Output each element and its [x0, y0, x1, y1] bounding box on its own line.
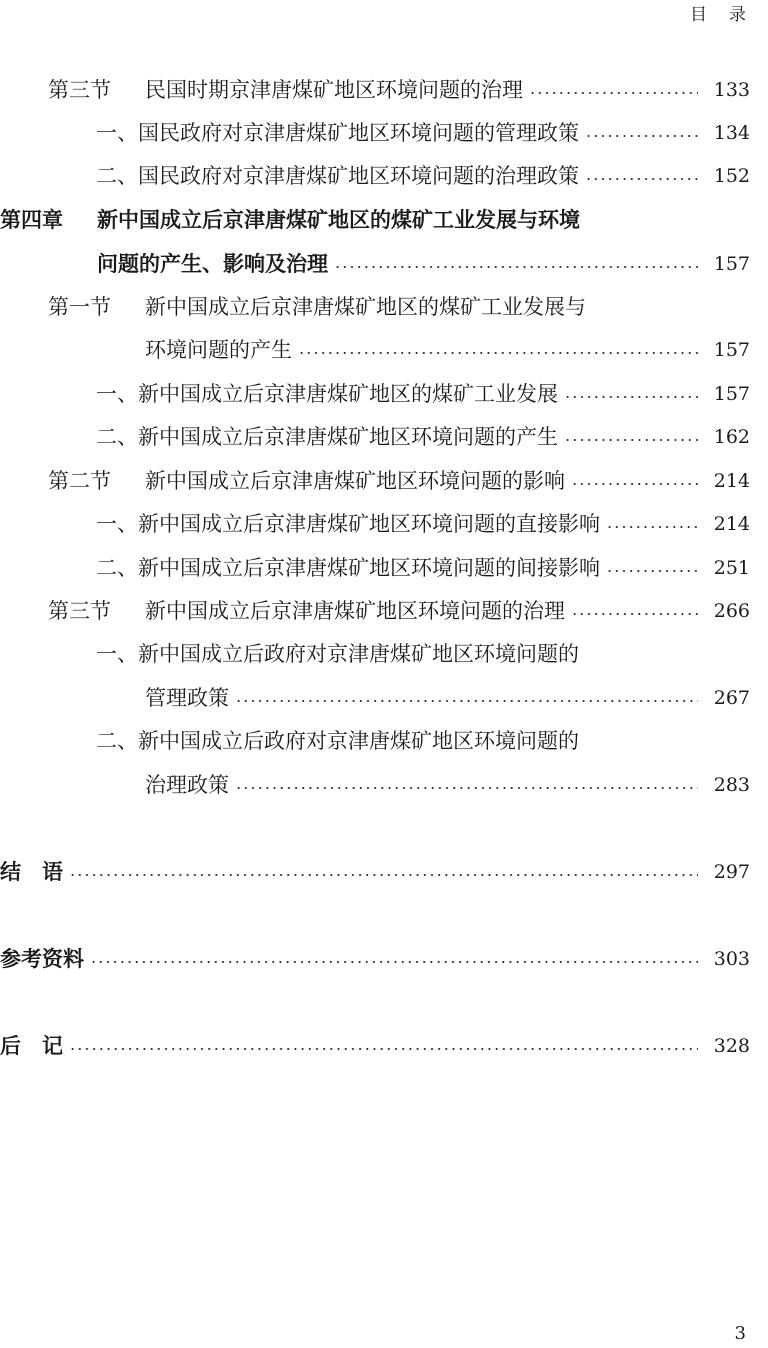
dot-leader	[571, 482, 698, 486]
entry-title: 管理政策	[145, 686, 229, 710]
page-ref: 214	[713, 470, 750, 492]
toc-entry-subsection-continued[interactable]	[0, 678, 750, 718]
dot-leader	[69, 1047, 698, 1051]
toc-entry-subsection[interactable]	[0, 417, 750, 457]
entry-title: 二、新中国成立后京津唐煤矿地区环境问题的产生	[96, 425, 558, 449]
entry-title: 一、新中国成立后京津唐煤矿地区的煤矿工业发展	[96, 382, 558, 406]
dot-leader	[585, 134, 698, 138]
section-label: 第二节	[48, 469, 111, 493]
dot-leader	[69, 873, 698, 877]
toc-entry-subsection[interactable]	[0, 548, 750, 588]
page-ref: 303	[713, 948, 750, 970]
page-ref: 251	[713, 557, 750, 579]
dot-leader	[564, 438, 698, 442]
toc-entry-subsection[interactable]	[0, 156, 750, 196]
toc-entry-chapter-continued[interactable]	[0, 244, 750, 284]
page-ref: 266	[713, 600, 750, 622]
dot-leader	[298, 351, 698, 355]
entry-title: 二、新中国成立后政府对京津唐煤矿地区环境问题的	[96, 729, 579, 753]
page-ref: 133	[713, 79, 750, 101]
toc-entry-conclusion[interactable]	[0, 852, 750, 892]
page-ref: 267	[713, 687, 750, 709]
toc-entry-subsection[interactable]	[0, 374, 750, 414]
toc-entry-subsection-continued[interactable]	[0, 765, 750, 805]
page-number: 3	[734, 1323, 746, 1344]
entry-title: 参考资料	[0, 947, 84, 971]
toc-entry-section[interactable]	[0, 287, 750, 327]
entry-title: 新中国成立后京津唐煤矿地区的煤矿工业发展与	[145, 295, 586, 319]
page-ref: 134	[713, 122, 750, 144]
page-ref: 157	[713, 339, 750, 361]
page-ref: 162	[713, 426, 750, 448]
toc-entry-chapter[interactable]	[0, 200, 750, 240]
toc-entry-subsection[interactable]	[0, 504, 750, 544]
toc-entry-subsection[interactable]	[0, 721, 750, 761]
page-ref: 297	[713, 861, 750, 883]
entry-title: 一、新中国成立后政府对京津唐煤矿地区环境问题的	[96, 642, 579, 666]
toc-entry-afterword[interactable]	[0, 1026, 750, 1066]
entry-title: 环境问题的产生	[145, 338, 292, 362]
entry-title: 二、国民政府对京津唐煤矿地区环境问题的治理政策	[96, 164, 579, 188]
dot-leader	[606, 525, 698, 529]
chapter-label: 第四章	[0, 208, 63, 232]
dot-leader	[90, 960, 698, 964]
toc-entry-section[interactable]	[0, 70, 750, 110]
page-ref: 157	[713, 253, 750, 275]
toc-entry-references[interactable]	[0, 939, 750, 979]
toc-entry-subsection[interactable]	[0, 113, 750, 153]
entry-title: 结 语	[0, 860, 63, 884]
dot-leader	[334, 265, 698, 269]
running-head: 目录	[690, 5, 768, 25]
page-ref: 157	[713, 383, 750, 405]
entry-title: 新中国成立后京津唐煤矿地区环境问题的影响	[145, 469, 565, 493]
section-label: 第一节	[48, 295, 111, 319]
entry-title: 问题的产生、影响及治理	[97, 252, 328, 276]
toc-entry-section[interactable]	[0, 591, 750, 631]
dot-leader	[529, 91, 698, 95]
page-ref: 152	[713, 165, 750, 187]
entry-title: 治理政策	[145, 773, 229, 797]
entry-title: 新中国成立后京津唐煤矿地区环境问题的治理	[145, 599, 565, 623]
dot-leader	[235, 699, 698, 703]
toc-entry-section-continued[interactable]	[0, 330, 750, 370]
toc-entry-section[interactable]	[0, 461, 750, 501]
entry-title: 一、新中国成立后京津唐煤矿地区环境问题的直接影响	[96, 512, 600, 536]
page-ref: 214	[713, 513, 750, 535]
entry-title: 二、新中国成立后京津唐煤矿地区环境问题的间接影响	[96, 556, 600, 580]
page-ref: 283	[713, 774, 750, 796]
entry-title: 民国时期京津唐煤矿地区环境问题的治理	[145, 78, 523, 102]
dot-leader	[606, 569, 698, 573]
entry-title: 后 记	[0, 1034, 63, 1058]
entry-title: 新中国成立后京津唐煤矿地区的煤矿工业发展与环境	[97, 208, 580, 232]
section-label: 第三节	[48, 78, 111, 102]
toc-entry-subsection[interactable]	[0, 634, 750, 674]
entry-title: 一、国民政府对京津唐煤矿地区环境问题的管理政策	[96, 121, 579, 145]
section-label: 第三节	[48, 599, 111, 623]
page-ref: 328	[713, 1035, 750, 1057]
dot-leader	[235, 786, 698, 790]
dot-leader	[571, 612, 698, 616]
dot-leader	[585, 177, 698, 181]
dot-leader	[564, 395, 698, 399]
